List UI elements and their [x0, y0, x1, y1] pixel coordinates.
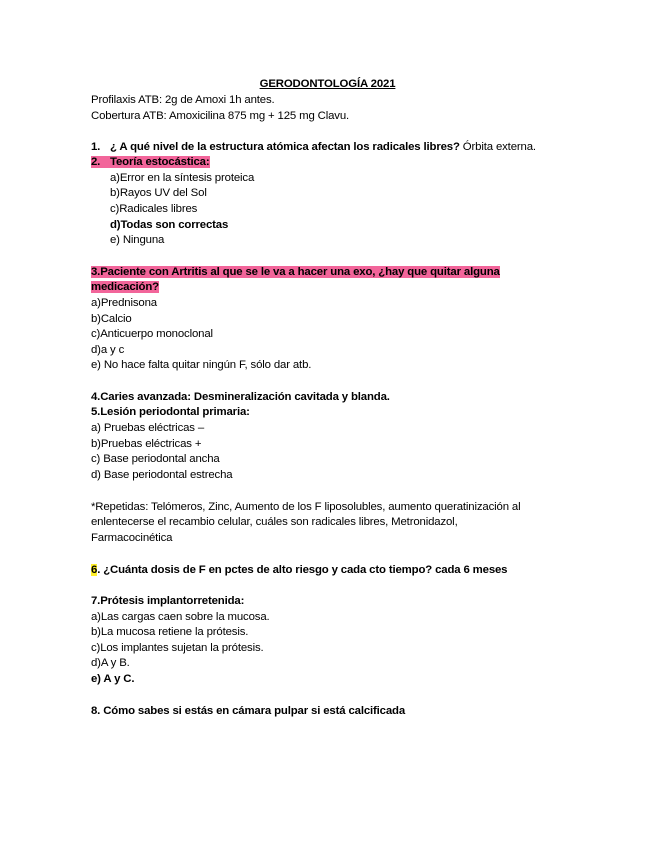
question-7-option-a: a)Las cargas caen sobre la mucosa.: [91, 611, 270, 623]
question-3-line-1: [91, 265, 500, 280]
question-6-number: 6: [91, 564, 98, 576]
document-title: GERODONTOLOGÍA 2021: [259, 78, 396, 90]
question-7-option-e: e) A y C.: [91, 673, 135, 685]
repeated-line-3: Farmacocinética: [91, 532, 173, 544]
question-1-text: ¿ A qué nivel de la estructura atómica afectan los radicales libres?: [110, 141, 460, 153]
repeated-line-1: *Repetidas: Telómeros, Zinc, Aumento de los F liposolubles, aumento queratinización al: [91, 501, 521, 513]
question-5-option-c: c) Base periodontal ancha: [91, 453, 220, 465]
question-2-option-e: e) Ninguna: [110, 234, 165, 246]
question-6: [91, 563, 507, 578]
question-3-text-2: medicación?: [91, 281, 159, 293]
question-3-option-c: c)Anticuerpo monoclonal: [91, 328, 213, 340]
question-5-option-a: a) Pruebas eléctricas –: [91, 422, 205, 434]
question-1-answer: Órbita externa.: [459, 141, 536, 153]
question-7-option-b: b)La mucosa retiene la prótesis.: [91, 626, 249, 638]
question-2-option-b: b)Rayos UV del Sol: [110, 187, 207, 199]
question-3-line-2: [91, 280, 159, 295]
intro-line-2: Cobertura ATB: Amoxicilina 875 mg + 125 mg Clavu.: [91, 110, 350, 122]
question-5: 5.Lesión periodontal primaria:: [91, 406, 250, 418]
intro-line-1: Profilaxis ATB: 2g de Amoxi 1h antes.: [91, 94, 275, 106]
question-2-option-c: c)Radicales libres: [110, 203, 198, 215]
question-7-option-c: c)Los implantes sujetan la prótesis.: [91, 642, 264, 654]
question-2-text: Teoría estocástica:: [110, 156, 210, 168]
question-7-option-d: d)A y B.: [91, 657, 130, 669]
question-5-option-d: d) Base periodontal estrecha: [91, 469, 233, 481]
question-1-number: 1.: [91, 141, 101, 153]
question-3-text-1: 3.Paciente con Artritis al que se le va a hacer una exo, ¿hay que quitar alguna: [91, 266, 500, 278]
question-5-option-b: b)Pruebas eléctricas +: [91, 438, 202, 450]
question-2-number: 2.: [91, 156, 101, 168]
question-1: [91, 140, 536, 155]
question-3-option-b: b)Calcio: [91, 313, 132, 325]
question-6-text: . ¿Cuánta dosis de F en pctes de alto riesgo y cada cto tiempo? cada 6 meses: [97, 564, 508, 576]
question-4: 4.Caries avanzada: Desmineralización cavitada y blanda.: [91, 391, 390, 403]
question-2-option-d: d)Todas son correctas: [110, 219, 229, 231]
question-8: 8. Cómo sabes si estás en cámara pulpar si está calcificada: [91, 705, 406, 717]
question-3-option-d: d)a y c: [91, 344, 125, 356]
repeated-line-2: enlentecerse el recambio celular, cuáles son radicales libres, Metronidazol,: [91, 516, 458, 528]
question-7: 7.Prótesis implantorretenida:: [91, 595, 245, 607]
question-3-option-a: a)Prednisona: [91, 297, 157, 309]
question-2: [91, 155, 210, 170]
question-3-option-e: e) No hace falta quitar ningún F, sólo dar atb.: [91, 359, 312, 371]
question-2-option-a: a)Error en la síntesis proteica: [110, 172, 255, 184]
